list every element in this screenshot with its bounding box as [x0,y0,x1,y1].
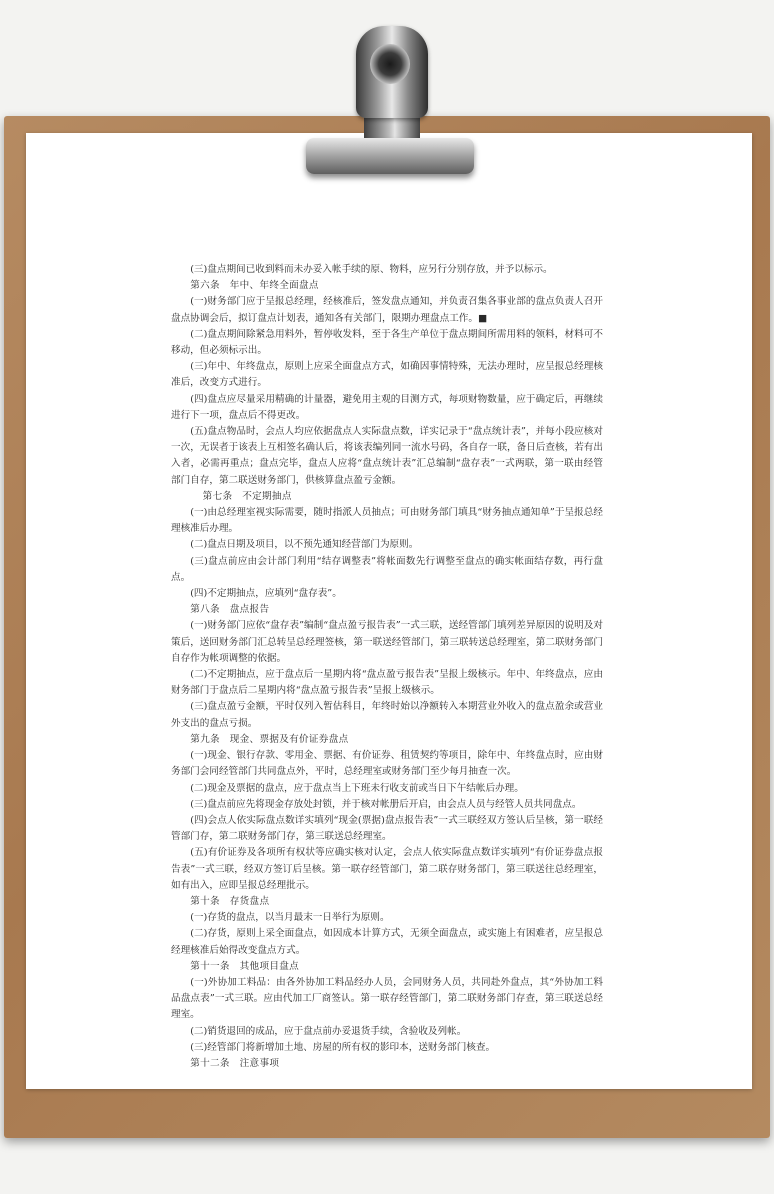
paragraph: (三)盘点前应由会计部门利用“结存调整表”将帐面数先行调整至盘点的确实帐面结存数，再行盘点。 [171,555,603,583]
paragraph: (一)外协加工料品：由各外协加工料品经办人员，会同财务人员，共同赴外盘点，其“外协加工料品盘点表”一式三联。应由代加工厂商签认。第一联存经管部门，第二联财务部门存查，第三联送总经理室。 [171,976,603,1021]
clip-base [306,138,474,174]
paragraph: (二)盘点期间除紧急用料外，暂停收发料，至于各生产单位于盘点期间所需用料的领料，材料可不移动，但必须标示出。 [171,328,603,357]
paragraph: (二)存货，原则上采全面盘点，如因成本计算方式，无须全面盘点，或实施上有困难者，应呈报总经理核准后始得改变盘点方式。 [171,928,603,956]
article-heading: 第六条 年中、年终全面盘点 [190,280,319,292]
article-heading: 第九条 现金、票据及有价证券盘点 [190,733,349,745]
article-heading: 第七条 不定期抽点 [202,490,292,502]
document-text [171,262,603,1072]
paragraph: (三)经管部门将新增加土地、房屋的所有权的影印本，送财务部门核查。 [190,1041,496,1053]
paragraph: (二)销货退回的成品，应于盘点前办妥退货手续，含验收及列帐。 [190,1025,467,1037]
paragraph: (一)由总经理室视实际需要，随时指派人员抽点；可由财务部门填具“财务抽点通知单”于呈报总经理核准后办理。 [171,507,603,535]
paragraph: (二)盘点日期及项目，以不预先通知经营部门为原则。 [190,539,419,551]
paragraph: (四)不定期抽点，应填列“盘存表”。 [190,588,342,600]
paragraph: (一)财务部门应依“盘存表”编制“盘点盈亏报告表”一式三联，送经管部门填列差异原因的说明及对策后，送回财务部门汇总转呈总经理签核，第一联送经管部门，第三联转送总经理室，第二联财务部门自存作为帐项调整的依据。 [171,620,603,664]
article-heading: 第十二条 注意事项 [190,1057,280,1069]
paragraph: (三)盘点期间已收到料而未办妥入帐手续的原、物料，应另行分别存放，并予以标示。 [190,264,553,275]
article-heading: 第八条 盘点报告 [190,604,270,616]
paragraph: (三)盘点前应先将现金存放处封锁，并于核对帐册后开启，由会点人员与经管人员共同盘点。 [190,798,582,810]
paragraph: (三)年中、年终盘点，原则上应采全面盘点方式，如确因事情特殊，无法办理时，应呈报总经理核准后，改变方式进行。 [171,361,603,389]
article-heading: 第十一条 其他项目盘点 [190,960,300,972]
paragraph: (五)盘点物品时，会点人均应依据盘点人实际盘点数，详实记录于“盘点统计表”，并每小段应核对一次，无误者于该表上互相签名确认后，将该表编列同一流水号码，各自存一联，备日后查核，若有出入者，必需再重点；盘点完毕，盘点人应将“盘点统计表”汇总编制“盘存表”一式两联，第一联由经管部门自存，第二联送财务部门，供核算盘点盈亏金额。 [171,426,603,486]
article-heading: 第十条 存货盘点 [190,895,270,907]
clip-hole-icon [370,44,410,84]
paragraph: (四)盘点应尽量采用精确的计量器，避免用主观的目测方式，每项财物数量，应于确定后，再继续进行下一项，盘点后不得更改。 [171,393,603,421]
paragraph: (四)会点人依实际盘点数详实填列“现金(票据)盘点报告表”一式三联经双方签认后呈核，第一联经管部门存，第二联财务部门存，第三联送总经理室。 [171,814,603,843]
paragraph: (五)有价证券及各项所有权状等应确实核对认定，会点人依实际盘点数详实填列“有价证券盘点报告表”一式三联，经双方签订后呈核。第一联存经管部门，第二联存财务部门，第三联送往总经理室，如有出入，应即呈报总经理批示。 [171,847,603,891]
paragraph: (二)不定期抽点，应于盘点后一星期内将“盘点盈亏报告表”呈报上级核示。年中、年终盘点，应由财务部门于盘点后二星期内将“盘点盈亏报告表”呈报上级核示。 [171,669,603,697]
paragraph: (二)现金及票据的盘点，应于盘点当上下班未行收支前或当日下午结帐后办理。 [190,782,524,794]
paragraph: (一)存货的盘点，以当月最末一日举行为原则。 [190,912,390,924]
paragraph: (一)现金、银行存款、零用金、票据、有价证券、租赁契约等项目，除年中、年终盘点时，应由财务部门会同经管部门共同盘点外，平时，总经理室或财务部门至少每月抽查一次。 [171,750,603,778]
paragraph: (三)盘点盈亏金额，平时仅列入暂估科目，年终时始以净额转入本期营业外收入的盘点盈余或营业外支出的盘点亏损。 [171,701,603,729]
paragraph: (一)财务部门应于呈报总经理，经核准后，签发盘点通知，并负责召集各事业部的盘点负责人召开盘点协调会后，拟订盘点计划表，通知各有关部门，限期办理盘点工作。■ [171,296,603,324]
